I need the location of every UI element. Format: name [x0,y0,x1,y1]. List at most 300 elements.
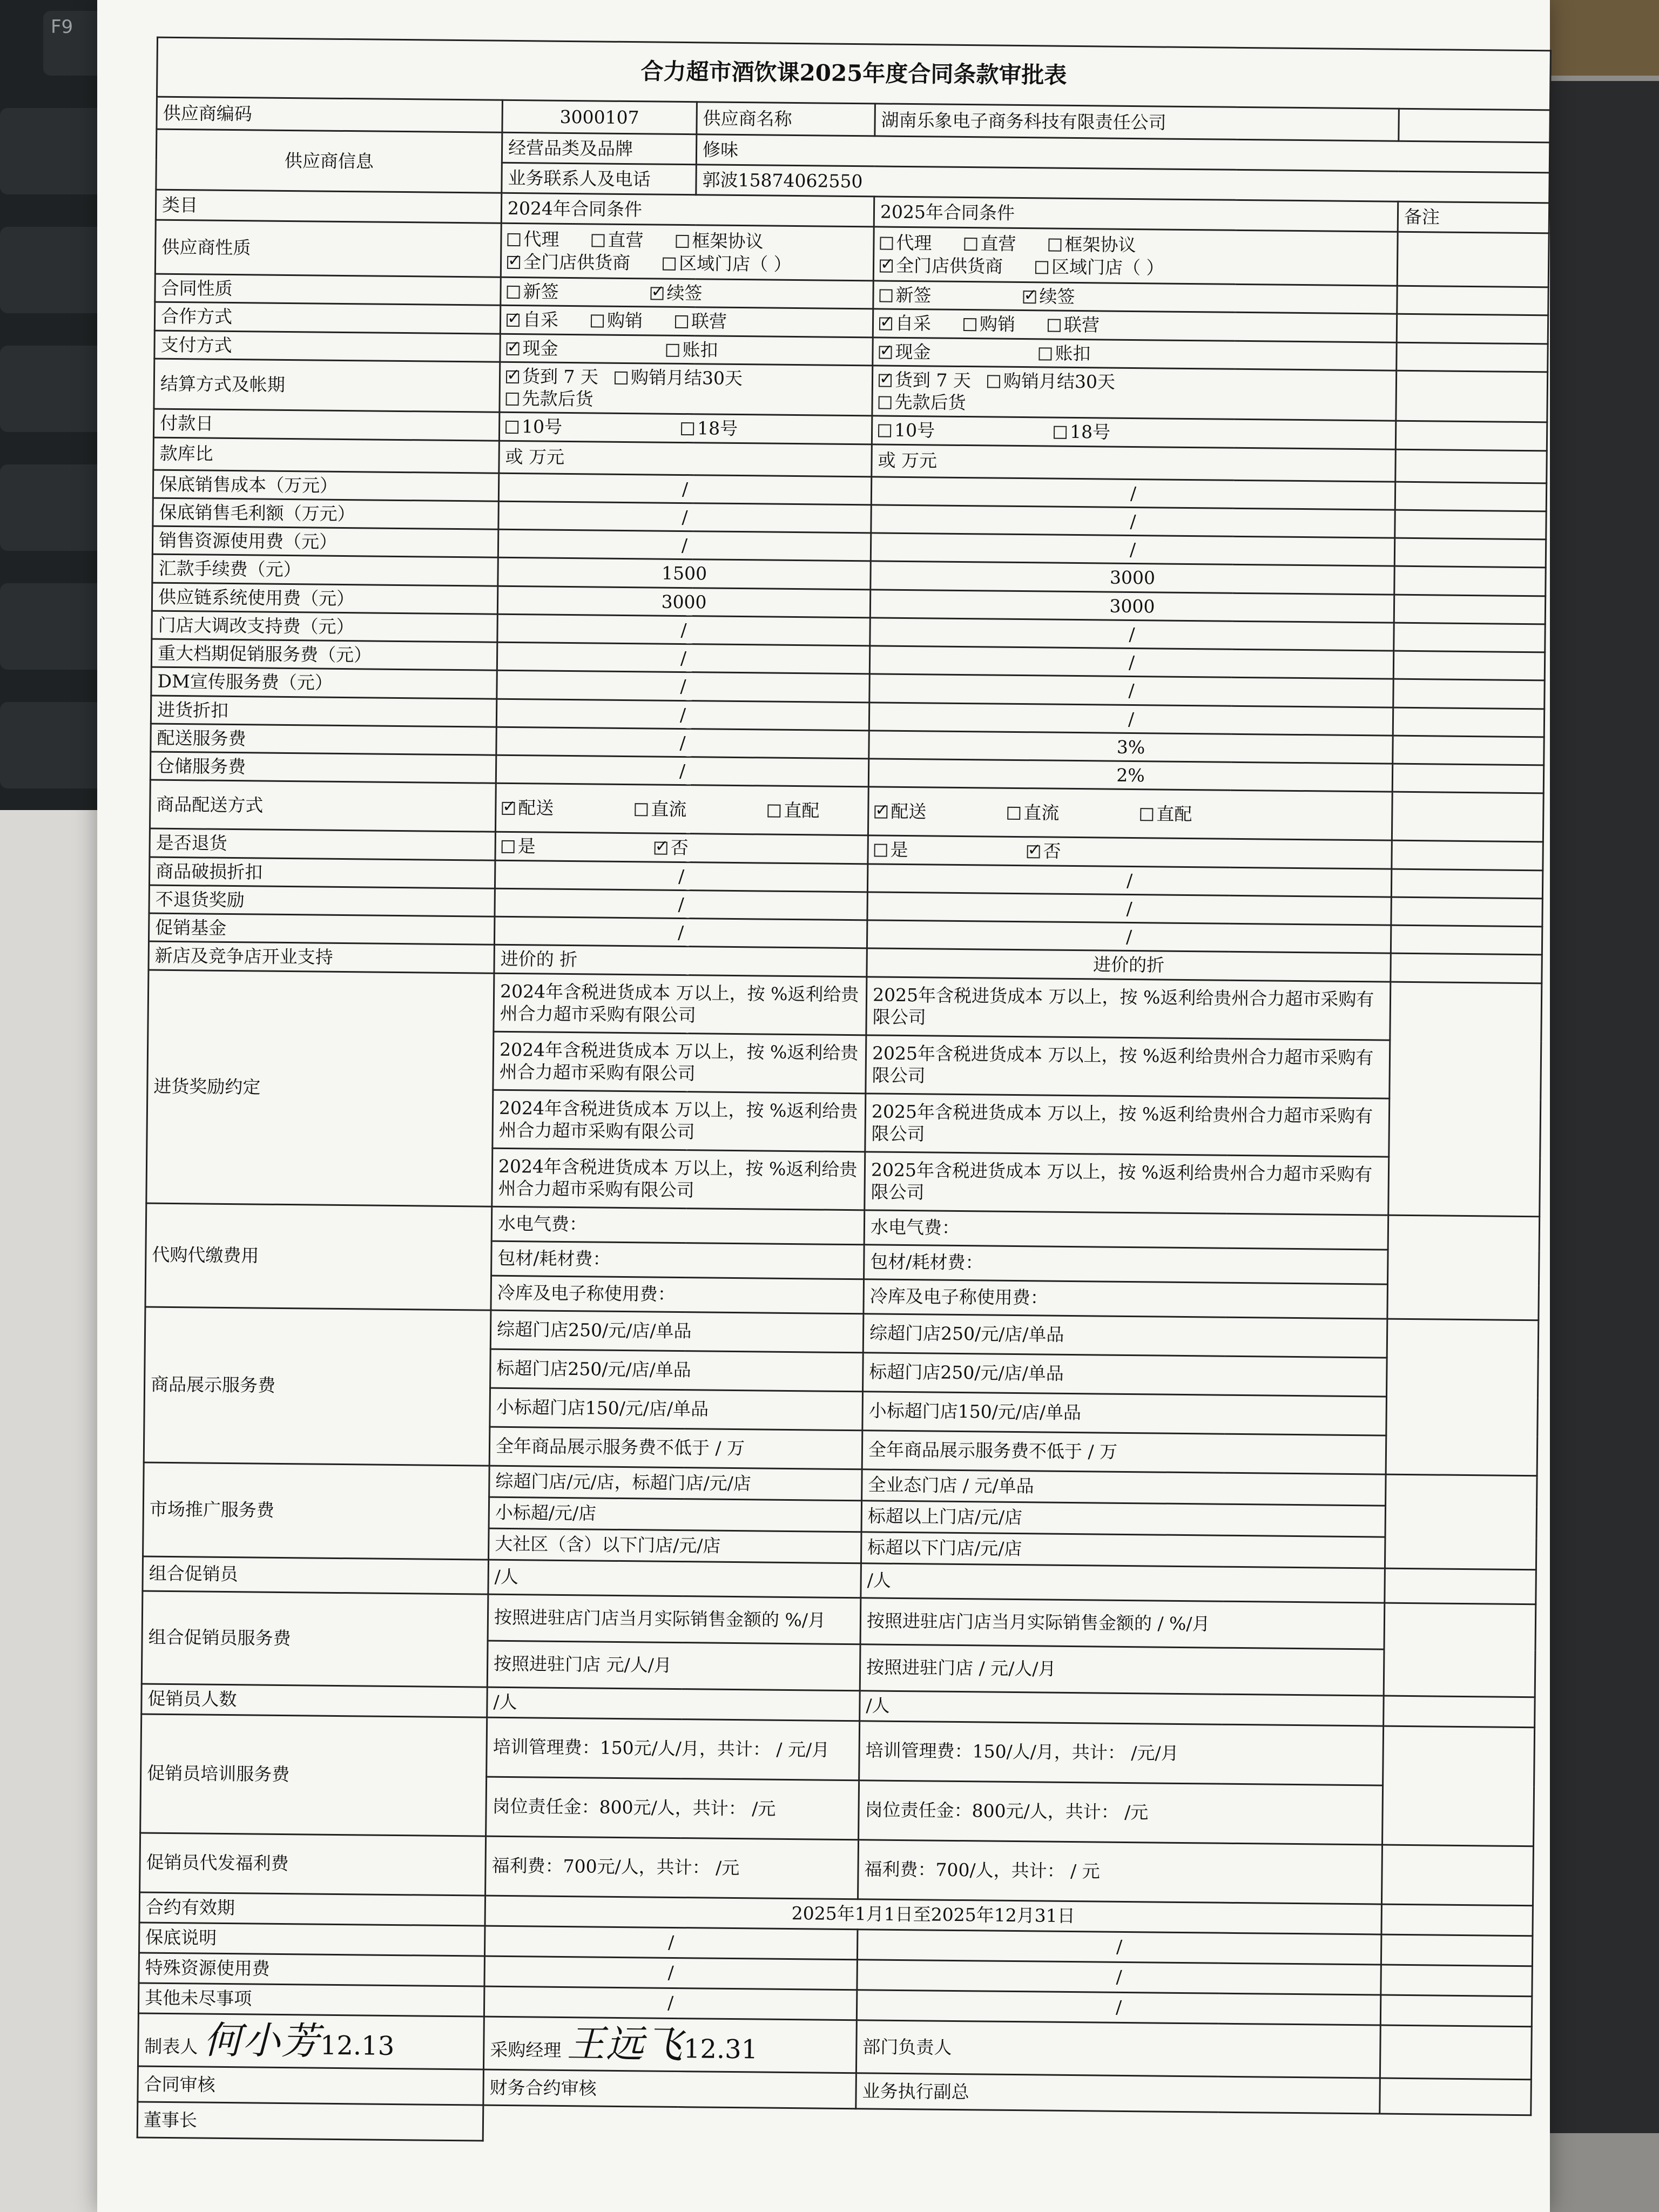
row-label: 保底说明 [139,1922,485,1955]
remark-cell [1380,1995,1532,2027]
checkbox-checked[interactable] [879,374,892,387]
checkbox[interactable] [663,257,676,270]
promoter-fee-2024-1: 按照进驻店门店当月实际销售金额的 %/月 [488,1594,861,1644]
value-2025: 包材/耗材费： [864,1244,1388,1284]
maker-label: 制表人 [144,2035,198,2058]
value-2025: 全业态门店 / 元/单品 [862,1469,1386,1505]
checkbox[interactable] [879,289,892,302]
coop-mode-2025 [873,309,1397,342]
checkbox-checked[interactable] [650,287,663,300]
remark-cell [1381,1965,1533,1997]
checkbox-checked[interactable] [1023,291,1036,304]
remark-cell [1381,1904,1533,1936]
promoter-group-fee-label: 组合促销员服务费 [141,1590,488,1687]
option-label: 新签 [523,281,559,302]
remark-cell [1381,1934,1533,1966]
coop-mode-2024 [500,306,873,338]
option-label: 18号 [697,417,738,440]
market-rows [143,1462,1537,1570]
maker-signature: 何小芳 [203,2018,321,2063]
option-label: 框架协议 [1064,234,1136,256]
remark-cell [1395,482,1547,511]
remark-cell [1394,566,1546,596]
value-2025: 2025年含税进货成本 万以上，按 %返利给贵州合力超市采购有限公司 [866,976,1391,1040]
option-label: 全门店供货商 [523,251,631,273]
value-2025: / [869,646,1393,679]
value-2024: 全年商品展示服务费不低于 / 万 [489,1427,862,1469]
group-label: 市场推广服务费 [143,1462,490,1560]
remark-cell [1393,707,1545,737]
remark-cell [1397,286,1549,315]
option-label: 自采 [522,309,559,331]
value-2025: 2% [868,759,1392,792]
option-label: 新签 [895,284,932,306]
option-label: 配送 [891,800,927,822]
remark-cell [1395,421,1547,450]
settle-2025 [872,366,1397,421]
contract-nature-label: 合同性质 [155,274,501,305]
checkbox[interactable] [878,424,891,437]
option-label: 区域门店 [678,252,751,274]
checkbox[interactable] [1007,807,1020,820]
value-2025: / [871,533,1394,567]
empty-cell [1399,109,1550,143]
option-label: 现金 [522,337,558,359]
checkbox-checked[interactable] [1027,845,1040,858]
value-2024: / [497,642,869,674]
option-blank: （ ） [1122,257,1164,279]
option-label: 是 [517,835,536,857]
checkbox-checked[interactable] [507,314,520,327]
option-label: 联营 [1063,314,1100,336]
value-2024: / [498,501,871,533]
rebate-rows [146,970,1542,1217]
promoter-group-label: 组合促销员 [143,1556,489,1594]
value-2025: / [871,505,1395,538]
option-label: 区域门店 [1051,256,1123,278]
supplier-info-label: 供应商信息 [156,129,502,193]
checkbox[interactable] [964,238,977,251]
value-2024: 包材/耗材费： [491,1241,865,1279]
purchase-signature: 王远飞 [567,2021,684,2067]
nature-2024 [501,223,874,281]
delivery-2024 [495,783,868,835]
option-label: 货到 7 天 [894,369,972,391]
checkbox[interactable] [1054,426,1067,439]
checkbox[interactable] [880,237,893,250]
contract-table [137,37,1552,2152]
misc-rows [149,857,1542,955]
remark-cell [1384,1603,1536,1697]
value-2025: 水电气费： [864,1210,1388,1249]
option-label: 是 [890,839,908,861]
purchase-cell [483,2017,857,2073]
pay-mode-2025 [873,337,1397,370]
purchase-label: 采购经理 [490,2039,562,2061]
value-2024: / [498,529,871,561]
row-label: 特殊资源使用费 [139,1952,485,1986]
form-title: 合力超市酒饮课2025年度合同条款审批表 [157,37,1550,110]
new-store-2025: 进价的折 [867,948,1391,982]
value-2025: / [869,702,1393,736]
remark-cell [1382,1726,1535,1846]
option-label: 否 [670,837,689,859]
welfare-2025: 福利费：700/人，共计： / 元 [858,1839,1382,1904]
checkbox-checked[interactable] [507,255,520,268]
value-2025: 2025年含税进货成本 万以上，按 %返利给贵州合力超市采购有限公司 [865,1093,1390,1156]
finance-cell: 财务合约审核 [483,2069,857,2109]
value-2024: / [497,670,869,702]
option-label: 购销 [606,309,643,332]
new-store-2024: 进价的 折 [494,945,867,976]
remark-cell [1387,1215,1540,1320]
tail-rows [138,1922,1533,2026]
promoter-group-2025: /人 [861,1563,1385,1602]
option-label: 直营 [608,229,644,251]
display-rows [144,1307,1539,1476]
remark-cell [1393,651,1545,680]
remark-cell [1397,232,1549,287]
value-2024: 水电气费： [491,1206,865,1245]
value-2024: / [484,1926,858,1960]
value-2024: / [484,1986,857,2020]
remark-cell [1394,623,1546,652]
settle-2024 [500,362,873,416]
value-2025: / [867,892,1391,926]
value-2024: 综超门店250/元/店/单品 [490,1310,864,1353]
deposit-label: 款库比 [153,437,500,473]
option-label: 续签 [1039,286,1075,307]
returnable-label: 是否退货 [150,828,495,860]
review-cell: 合同审核 [138,2066,484,2105]
option-label: 续签 [666,282,703,304]
value-2024: 冷库及电子称使用费： [491,1276,864,1314]
remark-cell [1386,1319,1539,1476]
supplier-name-value: 湖南乐象电子商务科技有限责任公司 [875,104,1399,141]
checkbox[interactable] [675,315,688,328]
row-label: 门店大调改支持费（元） [152,611,497,642]
option-label: 购销月结30天 [1003,370,1116,393]
welfare-2024: 福利费：700元/人，共计： /元 [485,1836,859,1899]
group-label: 代购代缴费用 [145,1203,492,1310]
training-2024-2: 岗位责任金：800元/人，共计： /元 [486,1777,859,1840]
row-label: 销售资源使用费（元） [152,526,498,557]
validity-value: 2025年1月1日至2025年12月31日 [485,1896,1381,1934]
delivery-label: 商品配送方式 [150,780,496,832]
value-2024: 1500 [498,557,871,589]
value-2025: / [871,476,1395,510]
brand-label: 经营品类及品牌 [502,132,697,164]
option-label: 先款后货 [894,391,966,414]
value-2025: 标超以上门店/元/店 [861,1500,1386,1536]
contact-value: 郭波15874062550 [696,165,1549,203]
value-2025: / [870,618,1394,651]
supplier-code-label: 供应商编码 [157,97,503,132]
value-2025: 全年商品展示服务费不低于 / 万 [862,1430,1386,1474]
value-2024: / [496,699,869,731]
promoter-group-2024: /人 [488,1560,861,1598]
value-2024: 2024年含税进货成本 万以上，按 %返利给贵州合力超市采购有限公司 [493,1031,866,1094]
row-label: 进货折扣 [151,696,496,727]
option-label: 直流 [1023,802,1060,824]
value-2025: 3000 [870,589,1394,623]
value-2025: 小标超门店150/元/店/单品 [862,1391,1387,1435]
checkbox-checked[interactable] [880,259,893,272]
checkbox[interactable] [1035,261,1048,274]
contract-nature-2024 [501,277,873,309]
checkbox[interactable] [874,844,887,857]
remark-cell [1395,449,1547,483]
value-2024: / [497,614,870,646]
option-label: 10号 [894,420,935,441]
value-2024: 综超门店/元/店，标超门店/元/店 [489,1466,862,1501]
welfare-label: 促销员代发福利费 [140,1832,486,1895]
proxy-rows [145,1203,1540,1320]
checkbox[interactable] [507,233,520,246]
pay-mode-2024 [500,334,873,366]
checkbox[interactable] [1048,319,1061,332]
remark-cell [1392,792,1543,842]
delivery-2025 [868,787,1392,840]
value-2025: 3% [869,731,1393,764]
training-fee-label: 促销员培训服务费 [140,1714,487,1836]
checkbox[interactable] [987,375,1000,388]
group-label: 进货奖励约定 [146,970,494,1206]
option-label: 配送 [518,797,554,819]
checkbox[interactable] [1038,347,1051,360]
value-2025: 冷库及电子称使用费： [864,1279,1388,1318]
brand-value: 修味 [696,134,1549,173]
option-label: 联营 [691,311,727,333]
value-2024: 3000 [497,586,870,618]
remark-cell [1397,314,1548,343]
value-2025: / [857,1959,1381,1994]
remark-cell [1385,1474,1537,1570]
value-2024: 2024年含税进货成本 万以上，按 %返利给贵州合力超市采购有限公司 [492,1148,865,1210]
checkbox[interactable] [676,235,689,248]
remark-cell [1391,897,1543,927]
remark-cell [1384,1696,1535,1728]
option-label: 10号 [521,416,563,438]
validity-label: 合约有效期 [139,1892,485,1925]
checkbox[interactable] [1140,808,1153,821]
option-label: 框架协议 [692,230,764,252]
option-label: 先款后货 [522,388,594,410]
value-2025: / [867,920,1391,954]
value-2025: / [869,674,1393,707]
value-2025: / [857,1990,1380,2025]
contract-nature-2025 [873,281,1397,314]
value-2024: / [498,473,871,505]
row-label: 保底销售毛利额（万元） [153,498,498,529]
nature-2025 [873,227,1398,286]
option-label: 购销月结30天 [630,366,743,389]
value-2024: 小标超门店150/元/店/单品 [490,1388,863,1431]
remark-cell [1391,925,1542,955]
checkbox[interactable] [681,422,694,435]
checkbox[interactable] [666,343,679,356]
value-2024: 2024年含税进货成本 万以上，按 %返利给贵州合力超市采购有限公司 [493,1090,866,1152]
remark-cell [1392,764,1544,793]
coop-mode-label: 合作方式 [154,302,500,333]
new-store-label: 新店及竞争店开业支持 [149,941,494,973]
value-2025: 综超门店250/元/店/单品 [863,1313,1387,1357]
option-label: 账扣 [682,339,718,361]
maker-date: 12.13 [320,2030,395,2061]
remark-cell [1393,736,1545,765]
row-label: 重大档期促销服务费（元） [151,639,497,670]
option-label: 直配 [784,799,820,821]
remark-cell [1394,595,1546,624]
checkbox-checked[interactable] [502,802,515,815]
value-2025: / [867,864,1391,897]
promoter-fee-2025-2: 按照进驻门店 / 元/人/月 [860,1644,1384,1695]
row-label: 保底销售成本（万元） [153,470,498,501]
vp-cell: 业务执行副总 [856,2073,1380,2114]
supplier-name-label: 供应商名称 [697,102,875,136]
promoter-count-2024: /人 [487,1687,860,1721]
value-2024: 2024年含税进货成本 万以上，按 %返利给贵州合力超市采购有限公司 [494,973,867,1035]
checkbox[interactable] [635,803,648,816]
paper-sheet [97,0,1550,2212]
checkbox[interactable] [963,318,976,331]
checkbox-checked[interactable] [655,842,667,855]
checkbox[interactable] [591,234,604,247]
remark-cell [1391,869,1543,899]
training-2025-2: 岗位责任金：800元/人，共计： /元 [859,1780,1383,1844]
value-2024: / [495,860,867,892]
option-label: 代理 [523,228,559,251]
deposit-2025: 或 万元 [872,444,1396,481]
option-blank: （ ） [750,253,792,275]
training-row-1 [141,1714,1535,1786]
remark-cell [1388,982,1542,1217]
checkbox[interactable] [505,421,518,434]
value-2024: / [494,916,867,948]
contact-label: 业务联系人及电话 [502,163,697,194]
payday-2025 [872,416,1395,449]
value-2024: / [496,727,869,759]
value-2024: 小标超/元/店 [489,1497,862,1532]
approval-form [137,37,1550,2146]
row-label: 其他未尽事项 [138,1982,484,2016]
value-2025: 标超以下门店/元/店 [861,1532,1385,1568]
checkbox[interactable] [1048,239,1061,252]
value-2024: 大社区（含）以下门店/元/店 [489,1528,862,1563]
training-2024-1: 培训管理费：150元/人/月，共计： / 元/月 [487,1717,860,1781]
checkbox[interactable] [878,396,891,409]
row-label: 商品破损折扣 [149,857,495,888]
value-2024: / [484,1956,858,1990]
row-label: 配送服务费 [151,724,496,755]
checkbox[interactable] [507,286,520,299]
value-2024: 标超门店250/元/店/单品 [490,1349,864,1392]
option-label: 直营 [980,233,1016,255]
option-label: 直配 [1156,803,1192,825]
checkbox[interactable] [767,805,780,818]
keyboard-key [0,702,108,788]
group-label: 商品展示服务费 [144,1307,491,1466]
remark-cell [1391,953,1542,983]
training-2025-1: 培训管理费：150/人/月，共计： /元/月 [859,1721,1384,1785]
option-label: 全门店供货商 [895,254,1003,277]
checkbox-checked[interactable] [879,346,892,359]
option-label: 货到 7 天 [522,365,599,388]
keyboard-key [0,583,108,670]
option-label: 18号 [1069,421,1111,443]
dept-cell: 部门负责人 [856,2020,1380,2078]
value-2025: 3000 [871,561,1394,595]
keyboard-key [0,346,108,432]
returnable-2024 [495,832,868,864]
category-head: 类目 [156,190,502,223]
f9-key: F9 [43,11,119,76]
checkbox[interactable] [615,372,628,385]
keyboard-key [0,464,108,551]
pay-mode-label: 支付方式 [154,331,500,362]
y2024-head: 2024年合同条件 [501,193,874,227]
checkbox[interactable] [591,315,604,328]
settle-label: 结算方式及帐期 [154,359,500,413]
value-2024: / [495,888,867,920]
option-label: 自采 [895,313,932,334]
remark-cell [1380,2078,1532,2115]
remark-head: 备注 [1398,201,1549,233]
nature-label: 供应商性质 [155,220,501,277]
checkbox-checked[interactable] [874,806,887,819]
remark-cell [1393,679,1545,709]
deposit-2024: 或 万元 [499,441,872,477]
remark-cell [1381,1845,1533,1906]
value-2025: 标超门店250/元/店/单品 [863,1352,1387,1396]
value-2025: / [857,1929,1381,1964]
row-label: 不退货奖励 [149,885,495,916]
option-label: 现金 [895,341,931,362]
keyboard-key [0,108,108,194]
value-2025: 2025年含税进货成本 万以上，按 %返利给贵州合力超市采购有限公司 [866,1035,1390,1098]
row-label: 汇款手续费（元） [152,554,498,585]
remark-cell [1385,1568,1536,1604]
remark-cell [1396,370,1548,422]
fee-rows [150,470,1546,793]
chairman-cell: 董事长 [137,2102,483,2141]
supplier-code-value: 3000107 [502,100,697,134]
promoter-fee-2025-1: 按照进驻店门店当月实际销售金额的 / %/月 [860,1597,1385,1649]
checkbox[interactable] [506,393,519,406]
remark-cell [1395,510,1547,539]
checkbox-checked[interactable] [879,318,892,331]
remark-cell [1397,342,1548,372]
value-2025: 2025年含税进货成本 万以上，按 %返利给贵州合力超市采购有限公司 [865,1151,1389,1215]
row-label: 仓储服务费 [150,752,496,783]
option-label: 直流 [651,798,687,820]
payday-2024 [499,412,872,444]
remark-cell [1380,2025,1532,2080]
keyboard-key [0,227,108,313]
checkbox-checked[interactable] [506,370,519,383]
option-label: 代理 [896,232,932,254]
checkbox-checked[interactable] [506,342,519,355]
row-label: 促销基金 [149,913,494,945]
option-label: 购销 [979,313,1016,335]
payday-label: 付款日 [153,409,499,440]
returnable-2025 [868,835,1392,869]
checkbox[interactable] [502,840,515,853]
y2025-head: 2025年合同条件 [874,197,1398,232]
remark-cell [1394,538,1546,568]
row-label: DM宣传服务费（元） [151,667,497,698]
remark-cell [1392,840,1543,870]
